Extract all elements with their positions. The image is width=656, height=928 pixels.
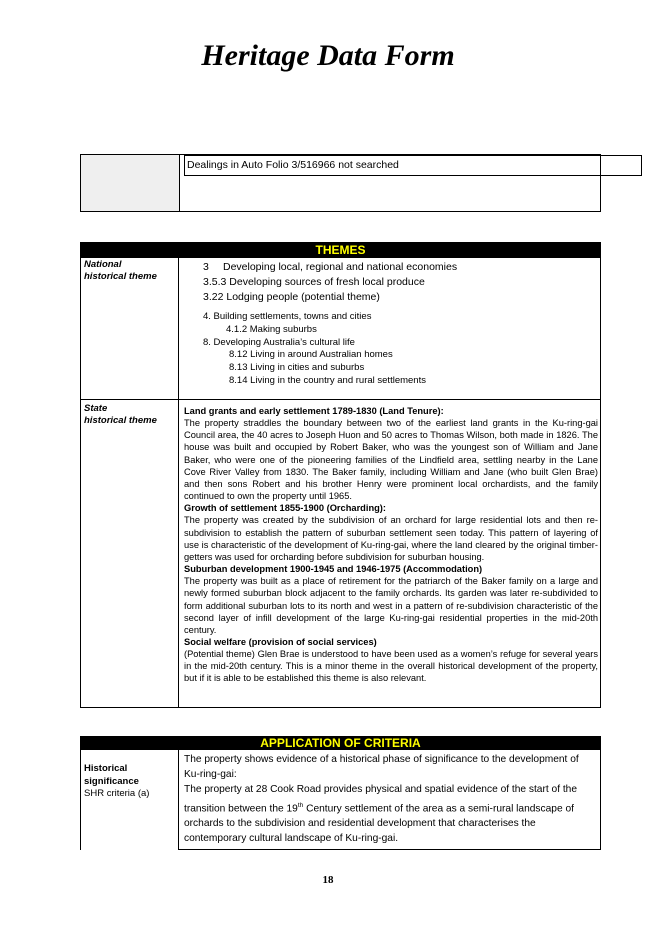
state-theme-heading: Growth of settlement 1855-1900 (Orcharding):: [184, 503, 386, 514]
state-theme-content: [184, 405, 598, 685]
themes-label-column: [81, 258, 179, 707]
state-theme-body: (Potential theme) Glen Brae is understood to have been used as a women’s refuge for several years in the mid-20th century. This is a minor theme in the overall historical development of the property, but if it is able to be established this theme is also relevant.: [184, 649, 598, 684]
criteria-bottom-border: [179, 849, 600, 850]
state-theme-heading: Social welfare (provision of social services): [184, 636, 377, 647]
historical-significance-label: Historical significance SHR criteria (a): [84, 763, 150, 799]
national-theme-subitem: 4.1.2 Making suburbs: [226, 323, 317, 335]
themes-row-divider: [81, 399, 600, 400]
national-theme-subitem: 8. Developing Australia’s cultural life: [203, 336, 355, 348]
state-theme-body: The property straddles the boundary between two of the earliest land grants in the Ku-ring-gai Council area, the 40 acres to Joseph Huon and 50 acres to Thomas Wilson, both made in 1826. The house was built and occupied by Robert Baker, who was the youngest son of William and Jane Baker, who were one of the pioneering families of the Lindfield area, settling nearby in the Lane Cove River Valley from 1830. The Baker family, including William and Jane (who built Glen Brae) and then sons Robert and his brother Henry were prominent local orchardists, and the family continued to own the property until 1965.: [184, 418, 598, 502]
national-theme-sublist: [203, 311, 598, 388]
national-theme-subitem: 8.12 Living in around Australian homes: [229, 349, 393, 361]
national-theme-content: [203, 260, 598, 388]
themes-header: THEMES: [80, 242, 601, 258]
national-theme-title: Developing local, regional and national economies: [223, 261, 458, 273]
dealings-label-cell: [81, 155, 180, 211]
national-theme-subitem: 8.13 Living in cities and suburbs: [229, 362, 365, 374]
document-title: Heritage Data Form: [201, 39, 455, 72]
state-theme-heading: Suburban development 1900-1945 and 1946-1975 (Accommodation): [184, 564, 483, 575]
national-theme-number: 3: [203, 261, 209, 273]
criteria-paragraph: The property at 28 Cook Road provides physical and spatial evidence of the start of the transition between the 19th Century settlement of the area as a semi-rural landscape of orchards to the subdivision and residential development that characterises the contemporary cultural landscape of Ku-ring-gai.: [184, 784, 578, 845]
historical-significance-content: [184, 752, 597, 847]
themes-table: [80, 258, 601, 708]
criteria-table: [80, 750, 601, 850]
state-theme-body: The property was created by the subdivision of an orchard for large residential lots and then re-subdivision to establish the pattern of suburban settlement seen today. This pattern of layering of use is characteristic of the development of Ku-ring-gai, where the land cleared by the original timber-getters was used for orcharding before subdivision for suburban housing.: [184, 515, 598, 562]
national-theme-item: 3.22 Lodging people (potential theme): [203, 291, 380, 303]
criteria-paragraph: The property shows evidence of a historical phase of significance to the development of Ku-ring-gai:: [184, 754, 579, 781]
dealings-text: Dealings in Auto Folio 3/516966 not searched: [187, 159, 399, 171]
state-theme-heading: Land grants and early settlement 1789-1830 (Land Tenure):: [184, 406, 444, 416]
criteria-header: APPLICATION OF CRITERIA: [80, 736, 601, 750]
state-theme-label: State historical theme: [84, 403, 157, 426]
dealings-divider: [600, 156, 601, 175]
national-theme-item: 3.5.3 Developing sources of fresh local produce: [203, 276, 425, 288]
state-theme-body: The property was built as a place of retirement for the patriarch of the Baker family on a large and newly formed suburban block adjacent to the family orchards. Its garden was later re-subdivided to form additional suburban lots to its north and west in a pattern of re-subdivision characteristic of the second layer of infill development of the large Ku-ring-gai residential properties in the mid-20th century.: [184, 576, 598, 635]
dealings-text-box: [184, 155, 642, 176]
national-theme-subitem: 4. Building settlements, towns and cities: [203, 311, 372, 322]
page-number: 18: [322, 874, 334, 886]
national-theme-label: National historical theme: [84, 259, 157, 282]
national-theme-subitem: 8.14 Living in the country and rural settlements: [229, 374, 426, 386]
